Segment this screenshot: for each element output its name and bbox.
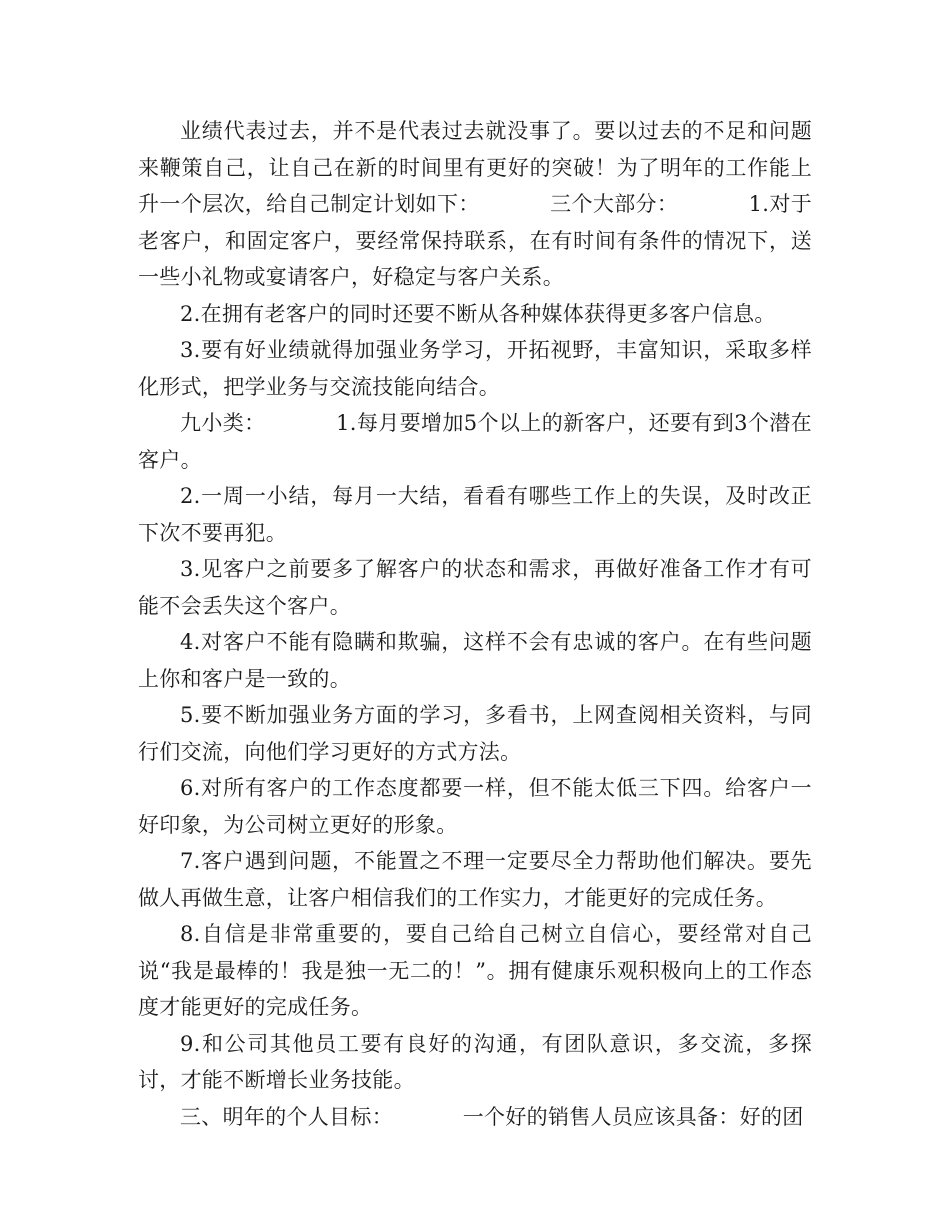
- paragraph-teamwork: 9.和公司其他员工要有良好的沟通，有团队意识，多交流，多探讨，才能不断增长业务技能。: [138, 1031, 812, 1092]
- paragraph-item-3-study: 3.要有好业绩就得加强业务学习，开拓视野，丰富知识，采取多样化形式，把学业务与交流技能向结合。: [138, 338, 812, 399]
- paragraph-nine-subcategories: 九小类： 1.每月要增加5个以上的新客户，还要有到3个潜在客户。: [138, 411, 812, 472]
- paragraph-weekly-summary: 2.一周一小结，每月一大结，看看有哪些工作上的失误，及时改正下次不要再犯。: [138, 484, 812, 545]
- paragraph-learning: 5.要不断加强业务方面的学习，多看书，上网查阅相关资料，与同行们交流，向他们学习更好的方式方法。: [138, 703, 812, 764]
- document-body: [138, 113, 812, 1135]
- paragraph-customer-needs: 3.见客户之前要多了解客户的状态和需求，再做好准备工作才有可能不会丢失这个客户。: [138, 557, 812, 618]
- paragraph-item-2-media: 2.在拥有老客户的同时还要不断从各种媒体获得更多客户信息。: [180, 301, 776, 326]
- paragraph-personal-goals: 三、明年的个人目标： 一个好的销售人员应该具备：好的团: [180, 1104, 804, 1129]
- paragraph-intro-plan: 业绩代表过去，并不是代表过去就没事了。要以过去的不足和问题来鞭策自己，让自己在新的时间里有更好的突破！为了明年的工作能上升一个层次，给自己制定计划如下： 三个大部分： 1.对于老客户，和固定客户，要经常保持联系，在有时间有条件的情况下，送一些小礼物或宴请客户，好稳定与客户关系。: [138, 119, 812, 289]
- paragraph-help-customers: 7.客户遇到问题，不能置之不理一定要尽全力帮助他们解决。要先做人再做生意，让客户相信我们的工作实力，才能更好的完成任务。: [138, 849, 812, 910]
- paragraph-honesty: 4.对客户不能有隐瞒和欺骗，这样不会有忠诚的客户。在有些问题上你和客户是一致的。: [138, 630, 812, 691]
- paragraph-attitude: 6.对所有客户的工作态度都要一样，但不能太低三下四。给客户一好印象，为公司树立更好的形象。: [138, 776, 812, 837]
- paragraph-confidence: 8.自信是非常重要的，要自己给自己树立自信心，要经常对自己说“我是最棒的！我是独一无二的！”。拥有健康乐观积极向上的工作态度才能更好的完成任务。: [138, 922, 812, 1019]
